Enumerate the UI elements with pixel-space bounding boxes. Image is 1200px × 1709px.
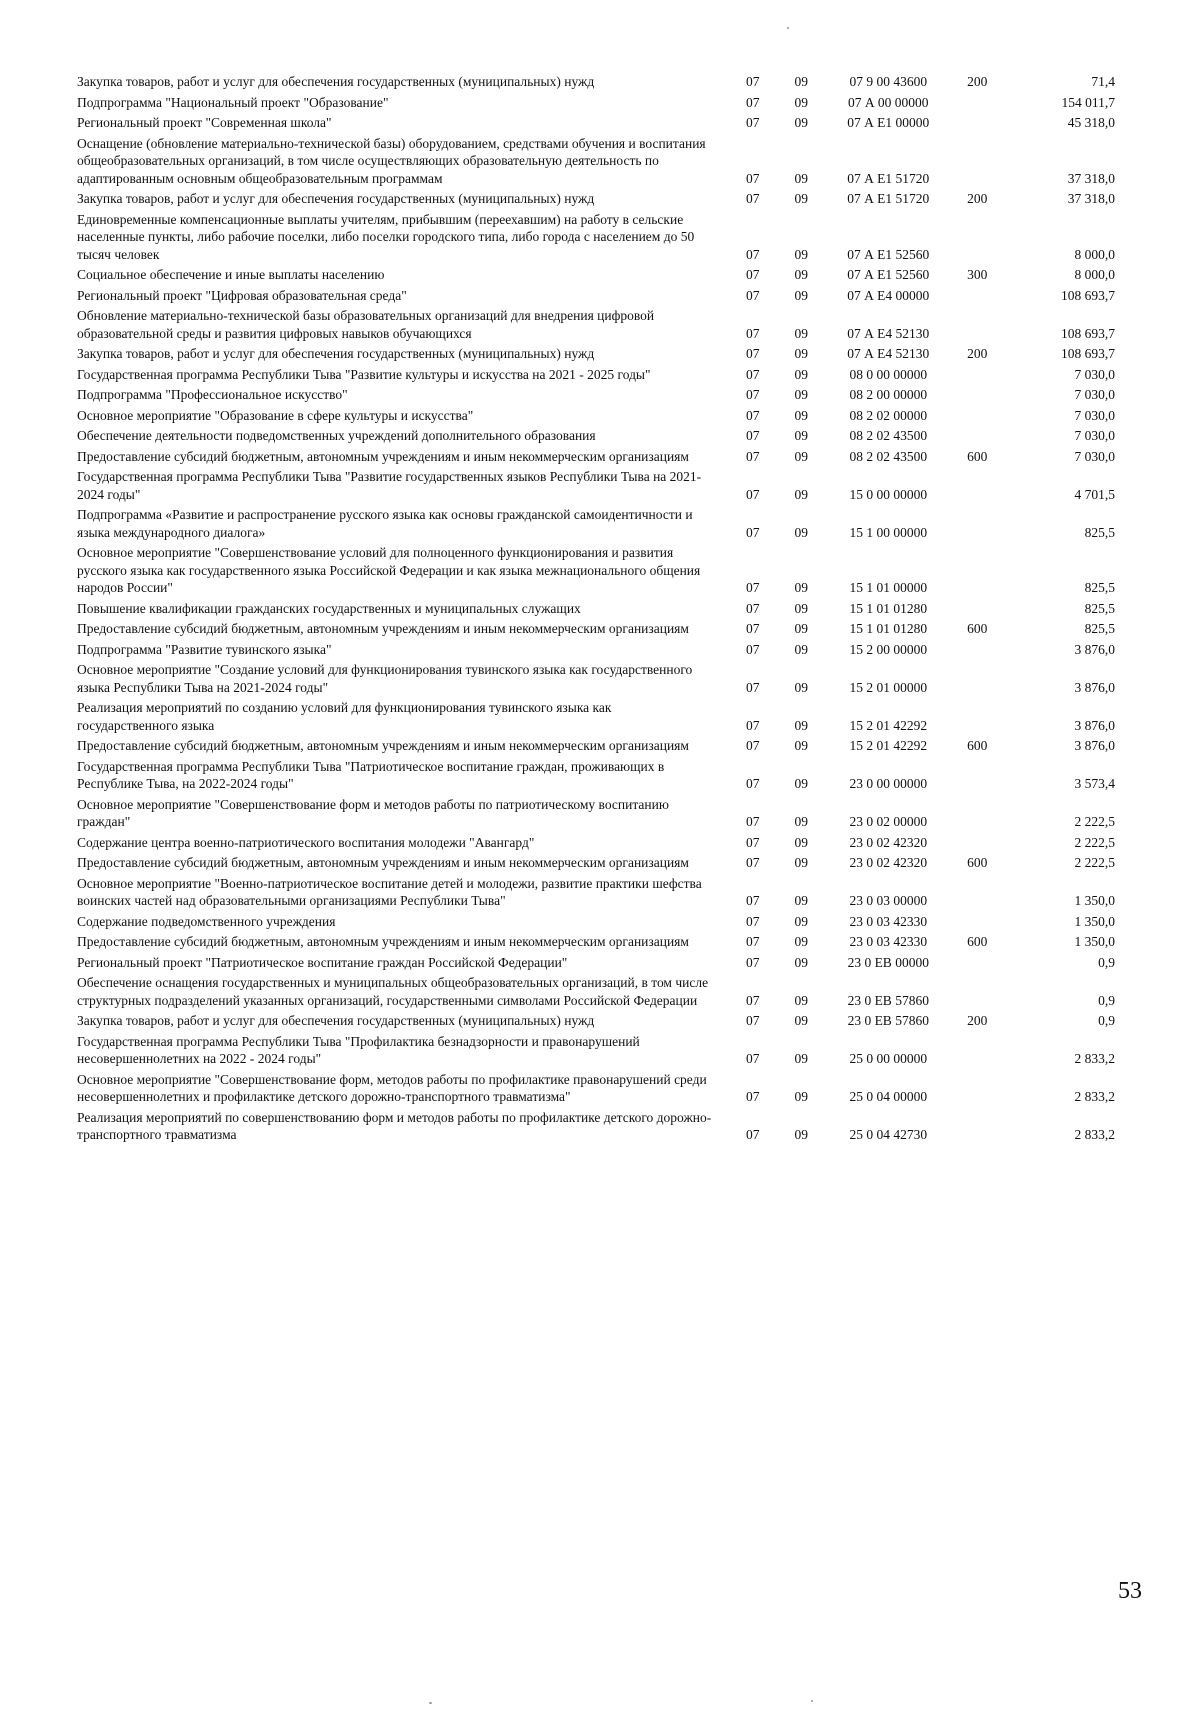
row-name: Социальное обеспечение и иные выплаты населению — [77, 267, 385, 282]
row-name: Основное мероприятие "Совершенствование форм и методов работы по патриотическому воспитанию граждан" — [77, 796, 669, 829]
row-podrazdel: 09 — [794, 1013, 809, 1028]
row-target-code: 08 2 02 00000 — [849, 407, 928, 423]
row-razdel: 07 — [745, 366, 760, 382]
row-target-code: 15 2 00 00000 — [849, 641, 928, 657]
row-name: Государственная программа Республики Тыва "Профилактика безнадзорности и правонарушений несовершеннолетних на 2022 - 2024 годы" — [77, 1033, 640, 1066]
row-podrazdel: 09 — [794, 191, 809, 206]
row-podrazdel: 09 — [794, 855, 809, 870]
row-expense-type — [951, 406, 1004, 427]
row-amount: 7 030,0 — [1074, 448, 1115, 464]
row-name: Предоставление субсидий бюджетным, автономным учреждениям и иным некоммерческим организациям — [77, 855, 689, 870]
row-amount: 7 030,0 — [1074, 428, 1115, 443]
row-target-code: 15 2 01 42292 — [849, 738, 928, 753]
row-podrazdel: 09 — [794, 387, 809, 402]
row-expense-type — [951, 467, 1004, 505]
row-name: Содержание центра военно-патриотического воспитания молодежи "Авангард" — [77, 834, 535, 850]
row-amount: 2 833,2 — [1074, 1051, 1115, 1066]
table-row — [77, 306, 1125, 344]
row-podrazdel: 09 — [794, 115, 809, 130]
row-amount: 7 030,0 — [1074, 366, 1115, 382]
row-expense-type: 200 — [967, 74, 988, 89]
row-expense-type: 600 — [967, 738, 988, 753]
row-target-code: 23 0 03 42330 — [849, 913, 928, 929]
row-target-code: 23 0 03 00000 — [849, 893, 928, 908]
row-expense-type: 300 — [967, 267, 988, 282]
row-name: Предоставление субсидий бюджетным, автономным учреждениям и иным некоммерческим организациям — [77, 738, 689, 753]
row-target-code: 08 2 00 00000 — [849, 387, 928, 402]
row-name: Закупка товаров, работ и услуг для обеспечения государственных (муниципальных) нужд — [77, 191, 595, 206]
row-podrazdel: 09 — [794, 1089, 809, 1104]
row-razdel: 07 — [745, 1127, 760, 1142]
row-expense-type — [951, 286, 1004, 307]
row-razdel: 07 — [745, 934, 760, 949]
row-expense-type — [951, 1108, 1004, 1146]
scan-speck — [787, 27, 789, 29]
row-target-code: 15 1 01 01280 — [849, 621, 928, 636]
row-expense-type: 200 — [967, 346, 988, 361]
row-amount: 7 030,0 — [1074, 387, 1115, 402]
row-amount: 3 876,0 — [1074, 717, 1115, 733]
table-row — [77, 385, 1125, 406]
table-row — [77, 795, 1125, 833]
page-number: 53 — [1118, 1578, 1142, 1604]
row-expense-type — [951, 795, 1004, 833]
table-row — [77, 93, 1125, 114]
row-expense-type — [951, 543, 1004, 599]
row-amount: 8 000,0 — [1074, 267, 1115, 282]
scan-speck — [429, 1702, 432, 1704]
row-amount: 2 222,5 — [1074, 855, 1115, 870]
row-target-code: 25 0 04 00000 — [849, 1089, 928, 1104]
table-row — [77, 134, 1125, 190]
row-amount: 108 693,7 — [1061, 346, 1115, 361]
row-expense-type — [951, 426, 1004, 447]
row-name: Региональный проект "Современная школа" — [77, 115, 332, 130]
row-podrazdel: 09 — [794, 893, 809, 908]
table-row — [77, 406, 1125, 427]
budget-table — [77, 72, 1125, 1146]
row-podrazdel: 09 — [794, 1051, 809, 1066]
row-razdel: 07 — [745, 74, 760, 89]
row-podrazdel: 09 — [794, 717, 809, 733]
row-amount: 45 318,0 — [1067, 115, 1115, 130]
row-target-code: 15 1 00 00000 — [849, 524, 928, 540]
row-razdel: 07 — [745, 346, 760, 361]
row-expense-type — [951, 640, 1004, 661]
row-expense-type — [951, 874, 1004, 912]
table-row — [77, 365, 1125, 386]
row-razdel: 07 — [745, 954, 760, 970]
row-target-code: 07 А Е4 52130 — [847, 325, 930, 341]
row-target-code: 15 1 01 01280 — [849, 600, 928, 616]
row-podrazdel: 09 — [794, 287, 809, 303]
row-target-code: 25 0 04 42730 — [849, 1127, 928, 1142]
table-row — [77, 912, 1125, 933]
table-row — [77, 1032, 1125, 1070]
row-amount: 71,4 — [1091, 74, 1115, 89]
row-expense-type — [951, 113, 1004, 134]
row-razdel: 07 — [745, 191, 760, 206]
row-razdel: 07 — [745, 738, 760, 753]
table-row — [77, 736, 1125, 757]
row-target-code: 25 0 00 00000 — [849, 1051, 928, 1066]
row-razdel: 07 — [745, 94, 760, 110]
row-expense-type — [951, 757, 1004, 795]
row-amount: 2 833,2 — [1074, 1127, 1115, 1142]
row-amount: 108 693,7 — [1061, 325, 1115, 341]
row-podrazdel: 09 — [794, 1127, 809, 1142]
row-name: Государственная программа Республики Тыва "Развитие культуры и искусства на 2021 - 2025 годы" — [77, 366, 651, 382]
row-name: Реализация мероприятий по совершенствованию форм и методов работы по профилактике детского дорожно-транспортного травматизма — [77, 1109, 712, 1142]
row-podrazdel: 09 — [794, 407, 809, 423]
row-amount: 154 011,7 — [1061, 94, 1115, 110]
row-podrazdel: 09 — [794, 448, 809, 464]
row-podrazdel: 09 — [794, 814, 809, 829]
row-razdel: 07 — [745, 524, 760, 540]
table-row — [77, 874, 1125, 912]
row-razdel: 07 — [745, 913, 760, 929]
row-name: Обновление материально-технической базы образовательных организаций для внедрения цифровой образовательной среды и развития цифровых навыков обучающихся — [77, 308, 655, 341]
row-podrazdel: 09 — [794, 346, 809, 361]
row-amount: 8 000,0 — [1074, 246, 1115, 262]
row-target-code: 07 А Е1 52560 — [847, 267, 930, 282]
row-target-code: 23 0 ЕВ 57860 — [847, 992, 929, 1008]
table-row — [77, 1011, 1125, 1032]
row-target-code: 08 2 02 43500 — [849, 428, 928, 443]
row-expense-type: 600 — [967, 621, 988, 636]
row-podrazdel: 09 — [794, 621, 809, 636]
row-name: Подпрограмма "Профессиональное искусство" — [77, 387, 348, 402]
row-name: Закупка товаров, работ и услуг для обеспечения государственных (муниципальных) нужд — [77, 1013, 595, 1028]
row-podrazdel: 09 — [794, 679, 809, 695]
row-expense-type: 600 — [967, 934, 988, 949]
budget-table-body — [77, 72, 1125, 1146]
row-podrazdel: 09 — [794, 913, 809, 929]
row-target-code: 07 А Е1 52560 — [847, 246, 930, 262]
row-name: Закупка товаров, работ и услуг для обеспечения государственных (муниципальных) нужд — [77, 74, 595, 89]
row-expense-type: 600 — [967, 448, 988, 464]
row-razdel: 07 — [745, 1051, 760, 1066]
table-row — [77, 757, 1125, 795]
row-razdel: 07 — [745, 776, 760, 791]
row-razdel: 07 — [745, 267, 760, 282]
row-razdel: 07 — [745, 641, 760, 657]
table-row — [77, 1108, 1125, 1146]
row-expense-type — [951, 1032, 1004, 1070]
row-amount: 1 350,0 — [1074, 934, 1115, 949]
row-expense-type — [951, 93, 1004, 114]
row-target-code: 07 А Е4 00000 — [847, 287, 930, 303]
row-razdel: 07 — [745, 1013, 760, 1028]
row-amount: 0,9 — [1098, 992, 1115, 1008]
row-target-code: 07 А Е4 52130 — [847, 346, 930, 361]
row-expense-type — [951, 1070, 1004, 1108]
row-target-code: 15 1 01 00000 — [849, 580, 928, 595]
row-target-code: 07 А Е1 00000 — [847, 115, 930, 130]
row-expense-type — [951, 505, 1004, 543]
row-razdel: 07 — [745, 1089, 760, 1104]
row-podrazdel: 09 — [794, 267, 809, 282]
row-amount: 4 701,5 — [1074, 486, 1115, 502]
row-target-code: 08 0 00 00000 — [849, 366, 928, 382]
row-name: Предоставление субсидий бюджетным, автономным учреждениям и иным некоммерческим организациям — [77, 621, 689, 636]
table-row — [77, 640, 1125, 661]
table-row — [77, 599, 1125, 620]
table-row — [77, 286, 1125, 307]
row-target-code: 07 9 00 43600 — [849, 74, 928, 89]
table-row — [77, 833, 1125, 854]
table-row — [77, 619, 1125, 640]
row-razdel: 07 — [745, 115, 760, 130]
row-podrazdel: 09 — [794, 776, 809, 791]
row-expense-type — [951, 385, 1004, 406]
row-podrazdel: 09 — [794, 738, 809, 753]
table-row — [77, 467, 1125, 505]
row-target-code: 15 2 01 42292 — [849, 717, 928, 733]
row-target-code: 07 А Е1 51720 — [847, 191, 930, 206]
table-row — [77, 189, 1125, 210]
row-podrazdel: 09 — [794, 74, 809, 89]
row-name: Содержание подведомственного учреждения — [77, 913, 336, 929]
row-razdel: 07 — [745, 992, 760, 1008]
row-podrazdel: 09 — [794, 834, 809, 850]
row-expense-type — [951, 833, 1004, 854]
row-amount: 108 693,7 — [1061, 287, 1115, 303]
row-razdel: 07 — [745, 407, 760, 423]
row-target-code: 07 А 00 00000 — [847, 94, 929, 110]
row-expense-type: 200 — [967, 191, 988, 206]
row-razdel: 07 — [745, 170, 760, 186]
row-target-code: 15 2 01 00000 — [849, 679, 928, 695]
row-expense-type: 200 — [967, 1013, 988, 1028]
row-name: Государственная программа Республики Тыва "Патриотическое воспитание граждан, проживающих в Республике Тыва, на 2022-2024 годы" — [77, 758, 665, 791]
row-target-code: 23 0 03 42330 — [849, 934, 928, 949]
table-row — [77, 953, 1125, 974]
row-name: Реализация мероприятий по созданию условий для функционирования тувинского языка как государственного языка — [77, 700, 612, 733]
row-podrazdel: 09 — [794, 524, 809, 540]
row-target-code: 23 0 02 42320 — [849, 855, 928, 870]
table-row — [77, 447, 1125, 468]
row-razdel: 07 — [745, 717, 760, 733]
row-podrazdel: 09 — [794, 94, 809, 110]
row-name: Подпрограмма "Развитие тувинского языка" — [77, 641, 332, 657]
row-razdel: 07 — [745, 814, 760, 829]
row-expense-type — [951, 306, 1004, 344]
table-row — [77, 210, 1125, 266]
row-name: Обеспечение оснащения государственных и муниципальных общеобразовательных организаций, в том числе структурных подразделений указанных организаций, государственными символами Российской Федерации — [77, 975, 709, 1008]
row-name: Основное мероприятие "Совершенствование условий для полноценного функционирования и развития русского языка как государственного языка Российской Федерации и как языка межнационального общения народов России" — [77, 545, 701, 595]
row-podrazdel: 09 — [794, 170, 809, 186]
row-expense-type — [951, 698, 1004, 736]
table-row — [77, 426, 1125, 447]
row-amount: 2 222,5 — [1074, 814, 1115, 829]
row-amount: 2 833,2 — [1074, 1089, 1115, 1104]
row-amount: 0,9 — [1098, 954, 1115, 970]
row-razdel: 07 — [745, 325, 760, 341]
row-expense-type — [951, 210, 1004, 266]
row-name: Обеспечение деятельности подведомственных учреждений дополнительного образования — [77, 428, 596, 443]
table-row — [77, 265, 1125, 286]
row-razdel: 07 — [745, 855, 760, 870]
row-target-code: 23 0 ЕВ 57860 — [847, 1013, 929, 1028]
row-amount: 825,5 — [1084, 600, 1115, 616]
row-podrazdel: 09 — [794, 954, 809, 970]
row-razdel: 07 — [745, 580, 760, 595]
row-target-code: 23 0 02 00000 — [849, 814, 928, 829]
table-row — [77, 543, 1125, 599]
row-amount: 37 318,0 — [1067, 170, 1115, 186]
row-amount: 1 350,0 — [1074, 913, 1115, 929]
table-row — [77, 698, 1125, 736]
row-target-code: 23 0 ЕВ 00000 — [847, 954, 929, 970]
row-podrazdel: 09 — [794, 366, 809, 382]
row-amount: 1 350,0 — [1074, 893, 1115, 908]
table-row — [77, 344, 1125, 365]
row-razdel: 07 — [745, 834, 760, 850]
row-amount: 3 876,0 — [1074, 641, 1115, 657]
row-target-code: 15 0 00 00000 — [849, 486, 928, 502]
row-podrazdel: 09 — [794, 486, 809, 502]
row-razdel: 07 — [745, 448, 760, 464]
table-row — [77, 1070, 1125, 1108]
row-razdel: 07 — [745, 387, 760, 402]
table-row — [77, 853, 1125, 874]
table-row — [77, 505, 1125, 543]
row-amount: 825,5 — [1084, 580, 1115, 595]
row-name: Основное мероприятие "Создание условий для функционирования тувинского языка как государственного языка Республики Тыва на 2021-2024 годы" — [77, 662, 693, 695]
row-target-code: 23 0 00 00000 — [849, 776, 928, 791]
row-name: Повышение квалификации гражданских государственных и муниципальных служащих — [77, 600, 581, 616]
row-amount: 825,5 — [1084, 524, 1115, 540]
row-podrazdel: 09 — [794, 600, 809, 616]
row-expense-type — [951, 953, 1004, 974]
row-razdel: 07 — [745, 246, 760, 262]
row-name: Государственная программа Республики Тыва "Развитие государственных языков Республики Тыва на 2021-2024 годы" — [77, 469, 702, 502]
row-podrazdel: 09 — [794, 246, 809, 262]
row-target-code: 23 0 02 42320 — [849, 834, 928, 850]
row-name: Региональный проект "Цифровая образовательная среда" — [77, 287, 407, 303]
row-amount: 3 876,0 — [1074, 738, 1115, 753]
table-row — [77, 932, 1125, 953]
table-row — [77, 660, 1125, 698]
table-row — [77, 113, 1125, 134]
row-podrazdel: 09 — [794, 428, 809, 443]
row-razdel: 07 — [745, 486, 760, 502]
row-razdel: 07 — [745, 287, 760, 303]
row-name: Основное мероприятие "Военно-патриотическое воспитание детей и молодежи, развитие практики шефства воинских частей над образовательными организациями Республики Тыва" — [77, 875, 702, 908]
row-expense-type — [951, 973, 1004, 1011]
row-razdel: 07 — [745, 679, 760, 695]
row-podrazdel: 09 — [794, 641, 809, 657]
row-razdel: 07 — [745, 600, 760, 616]
row-name: Оснащение (обновление материально-технической базы) оборудованием, средствами обучения и воспитания общеобразовательных организаций, в том числе осуществляющих образовательную деятельность по адаптированным основным общеобразовательным программам — [77, 135, 706, 186]
row-name: Предоставление субсидий бюджетным, автономным учреждениям и иным некоммерческим организациям — [77, 448, 689, 464]
row-podrazdel: 09 — [794, 992, 809, 1008]
scan-speck — [811, 1700, 813, 1702]
table-row — [77, 72, 1125, 93]
row-razdel: 07 — [745, 621, 760, 636]
row-name: Основное мероприятие "Образование в сфере культуры и искусства" — [77, 407, 474, 423]
row-name: Региональный проект "Патриотическое воспитание граждан Российской Федерации" — [77, 954, 568, 970]
row-amount: 7 030,0 — [1074, 407, 1115, 423]
row-expense-type — [951, 134, 1004, 190]
row-name: Закупка товаров, работ и услуг для обеспечения государственных (муниципальных) нужд — [77, 346, 595, 361]
row-name: Единовременные компенсационные выплаты учителям, прибывшим (переехавшим) на работу в сельские населенные пункты, либо рабочие поселки, либо поселки городского типа, либо города с населением до 50 тысяч человек — [77, 211, 695, 262]
row-amount: 3 876,0 — [1074, 679, 1115, 695]
row-podrazdel: 09 — [794, 580, 809, 595]
row-razdel: 07 — [745, 428, 760, 443]
row-expense-type — [951, 912, 1004, 933]
row-podrazdel: 09 — [794, 325, 809, 341]
row-target-code: 07 А Е1 51720 — [847, 170, 930, 186]
row-expense-type — [951, 599, 1004, 620]
row-target-code: 08 2 02 43500 — [849, 448, 928, 464]
table-row — [77, 973, 1125, 1011]
row-amount: 37 318,0 — [1067, 191, 1115, 206]
row-amount: 2 222,5 — [1074, 834, 1115, 850]
row-expense-type: 600 — [967, 855, 988, 870]
row-expense-type — [951, 660, 1004, 698]
row-name: Подпрограмма «Развитие и распространение русского языка как основы гражданской самоидентичности и языка международного диалога» — [77, 507, 693, 540]
row-name: Подпрограмма "Национальный проект "Образование" — [77, 94, 389, 110]
row-amount: 3 573,4 — [1074, 776, 1115, 791]
row-expense-type — [951, 365, 1004, 386]
row-podrazdel: 09 — [794, 934, 809, 949]
row-name: Основное мероприятие "Совершенствование форм, методов работы по профилактике правонарушений среди несовершеннолетних и профилактике детского дорожно-транспортного травматизма" — [77, 1071, 707, 1104]
row-name: Предоставление субсидий бюджетным, автономным учреждениям и иным некоммерческим организациям — [77, 934, 689, 949]
row-amount: 0,9 — [1098, 1013, 1115, 1028]
row-razdel: 07 — [745, 893, 760, 908]
row-amount: 825,5 — [1084, 621, 1115, 636]
